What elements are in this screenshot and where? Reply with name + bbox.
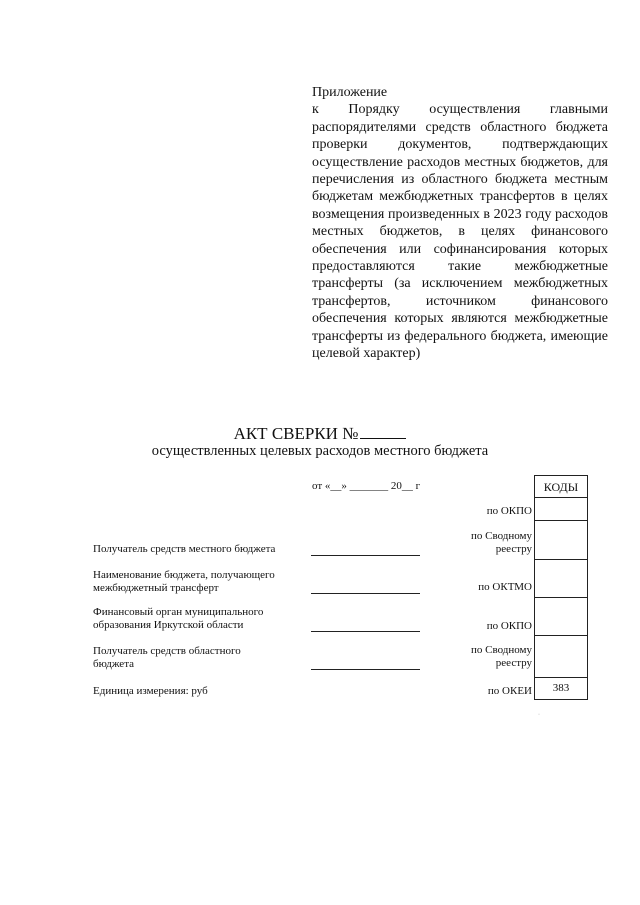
appendix-body: к Порядку осуществления главными распорядителями средств областного бюджета проверки документов, подтверждающих осуществление расходов местных бюджетов, для перечисления из областного бюджета местным бюджетам межбюджетных трансфертов в целях возмещения произведенных в 2023 году расходов местных бюджетов, в целях финансового обеспечения или софинансирования которых предоставляются такие межбюджетные трансферты (за исключением межбюджетных трансфертов, источником финансового обеспечения которых являются межбюджетные трансферты из федерального бюджета, имеющие целевой характер) bbox=[312, 102, 608, 362]
row-label-finance-body: Финансовый орган муниципального образования Иркутской области bbox=[93, 606, 264, 631]
row-label-budget-name: Наименование бюджета, получающего межбюджетный трансферт bbox=[93, 569, 275, 594]
act-number-blank bbox=[360, 424, 406, 439]
code-cell-svodny-2 bbox=[534, 636, 588, 678]
scan-dot: · bbox=[538, 712, 540, 718]
appendix-block bbox=[312, 84, 608, 363]
code-cell-oktmo bbox=[534, 560, 588, 598]
code-label-okpo-2: по ОКПО bbox=[486, 620, 532, 632]
code-cell-okpo-1 bbox=[534, 498, 588, 521]
act-title-text: АКТ СВЕРКИ № bbox=[233, 424, 359, 443]
blank-finance-body[interactable] bbox=[311, 631, 420, 632]
codes-header: КОДЫ bbox=[534, 475, 588, 498]
code-label-okei: по ОКЕИ bbox=[487, 685, 532, 697]
act-subtitle: осуществленных целевых расходов местного бюджета bbox=[151, 443, 489, 459]
blank-budget-name[interactable] bbox=[311, 593, 420, 594]
codes-table bbox=[534, 475, 588, 700]
code-cell-okei: 383 bbox=[534, 678, 588, 700]
blank-regional-recipient[interactable] bbox=[311, 669, 420, 670]
row-label-unit: Единица измерения: руб bbox=[93, 685, 208, 697]
code-label-svodny-2: по Сводному реестру bbox=[470, 644, 532, 669]
code-cell-okpo-2 bbox=[534, 598, 588, 636]
appendix-title: Приложение bbox=[312, 85, 388, 100]
row-label-regional-recipient: Получатель средств областного бюджета bbox=[93, 645, 241, 670]
blank-local-recipient[interactable] bbox=[311, 555, 420, 556]
code-label-svodny-1: по Сводному реестру bbox=[470, 530, 532, 555]
code-label-okpo-1: по ОКПО bbox=[486, 505, 532, 517]
row-label-local-recipient: Получатель средств местного бюджета bbox=[93, 543, 276, 555]
code-cell-svodny-1 bbox=[534, 521, 588, 560]
code-label-oktmo: по ОКТМО bbox=[478, 581, 532, 593]
act-title bbox=[0, 424, 640, 444]
act-date-line: от «__» _______ 20__ г bbox=[312, 480, 421, 492]
